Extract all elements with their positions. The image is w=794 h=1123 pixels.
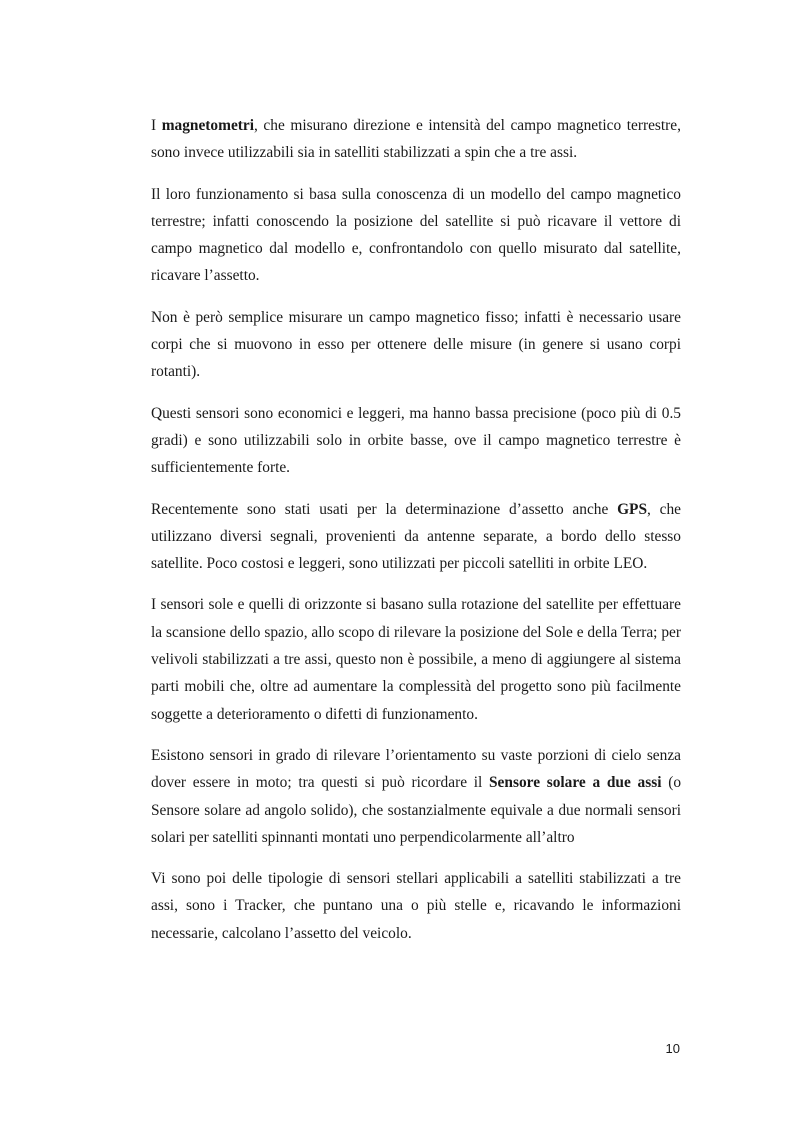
- paragraph-two-axis-sensor: [151, 742, 681, 851]
- paragraph-characteristics: Questi sensori sono economici e leggeri, ma hanno bassa precisione (poco più di 0.5 gradi) e sono utilizzabili solo in orbite basse, ove il campo magnetico terrestre è sufficientemente forte.: [151, 404, 681, 477]
- paragraph-text: (o Sensore solare ad angolo solido), che sostanzialmente equivale a due normali sensori solari per satelliti spinnanti montati uno perpendicolarmente all’altro: [151, 774, 682, 846]
- paragraph-measurement: Non è però semplice misurare un campo magnetico fisso; infatti è necessario usare corpi che si muovono in esso per ottenere delle misure (in genere si usano corpi rotanti).: [151, 308, 681, 381]
- paragraph-magnetometers: [151, 112, 681, 167]
- paragraph-sun-horizon-sensors: I sensori sole e quelli di orizzonte si basano sulla rotazione del satellite per effettuare la scansione dello spazio, allo scopo di rilevare la posizione del Sole e della Terra; per velivoli stabilizzati a tre assi, questo non è possibile, a meno di aggiungere al sistema parti mobili che, oltre ad aumentare la complessità del progetto sono più facilmente soggette a deterioramento o difetti di funzionamento.: [151, 596, 681, 723]
- paragraph-star-trackers: Vi sono poi delle tipologie di sensori stellari applicabili a satelliti stabilizzati a tre assi, sono i Tracker, che puntano una o più stelle e, ricavando le informazioni necessarie, calcolano l’assetto del veicolo.: [151, 870, 681, 942]
- paragraph-text: , che utilizzano diversi segnali, provenienti da antenne separate, a bordo dello stesso satellite. Poco costosi e leggeri, sono utilizzati per piccoli satelliti in orbite LEO.: [151, 500, 681, 573]
- bold-term-sensore-solare: Sensore solare a due assi: [489, 774, 662, 792]
- body-text: [151, 112, 681, 961]
- bold-term-gps: GPS: [617, 500, 648, 518]
- paragraph-text: Esistono sensori in grado di rilevare l’orientamento su vaste porzioni di cielo senza dover essere in moto; tra questi si può ricordare il: [151, 746, 681, 792]
- paragraph-operation: Il loro funzionamento si basa sulla conoscenza di un modello del campo magnetico terrestre; infatti conoscendo la posizione del satellite si può ricavare il vettore di campo magnetico dal modello e, confrontandolo con quello misurato dal satellite, ricavare l’assetto.: [151, 185, 681, 285]
- paragraph-text: , che misurano direzione e intensità del campo magnetico terrestre, sono invece utilizzabili sia in satelliti stabilizzati a spin che a tre assi.: [151, 117, 681, 162]
- paragraph-gps: [151, 496, 681, 578]
- bold-term-magnetometri: magnetometri: [161, 117, 255, 134]
- paragraph-text: Recentemente sono stati usati per la determinazione d’assetto anche: [151, 500, 618, 518]
- paragraph-text: I: [151, 117, 162, 134]
- page-number: 10: [665, 1041, 680, 1056]
